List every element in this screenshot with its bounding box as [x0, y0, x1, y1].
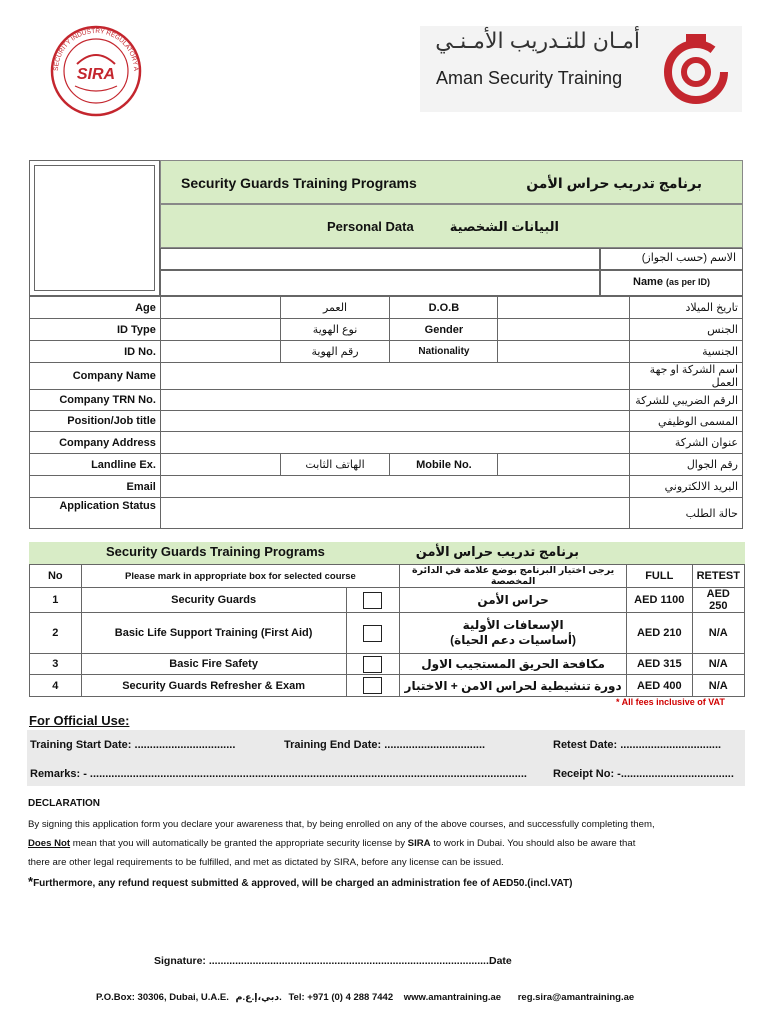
declaration-line-2b: to work in Dubai. You should also be aware that: [430, 838, 636, 849]
program-name-ar: دورة تنشيطية لحراس الامن + الاختبار: [400, 675, 627, 697]
name-passport-field[interactable]: [160, 248, 600, 270]
program-checkbox-cell: [346, 654, 400, 675]
address-label: Company Address: [30, 432, 161, 454]
refund-star: *: [28, 874, 34, 889]
position-label: Position/Job title: [30, 411, 161, 432]
dob-field[interactable]: [498, 297, 630, 319]
program-checkbox-cell: [346, 613, 400, 654]
idtype-field[interactable]: [160, 319, 280, 341]
mobile-label: Mobile No.: [390, 454, 498, 476]
photo-box[interactable]: [29, 160, 160, 296]
trn-label-ar: الرقم الضريبي للشركة: [630, 390, 743, 411]
program-row: [30, 675, 745, 697]
program-fee-retest: N/A: [692, 675, 744, 697]
vat-note: * All fees inclusive of VAT: [616, 697, 725, 707]
nationality-label-ar: الجنسية: [630, 341, 743, 363]
position-field[interactable]: [160, 411, 629, 432]
personal-data-bar: [160, 204, 743, 248]
personal-details-table: [29, 296, 743, 529]
form-title-ar: برنامج تدريب حراس الأمن: [526, 175, 702, 191]
program-fee-full: AED 210: [626, 613, 692, 654]
name-label: Name (as per ID): [600, 270, 743, 296]
address-field[interactable]: [160, 432, 629, 454]
personal-data-en: Personal Data: [327, 219, 414, 234]
form-title-en: Security Guards Training Programs: [181, 175, 417, 191]
col-mark-header-en: Please mark in appropriate box for selected course: [81, 565, 400, 588]
landline-label: Landline Ex.: [30, 454, 161, 476]
footer-web[interactable]: www.amantraining.ae: [403, 992, 502, 1003]
email-field[interactable]: [160, 476, 629, 498]
program-checkbox-cell: [346, 675, 400, 697]
idno-label-ar: رقم الهوية: [280, 341, 390, 363]
aman-brand-english: Aman Security Training: [436, 68, 623, 88]
program-name-ar-cell: [400, 613, 627, 654]
footer-tel: Tel: +971 (0) 4 288 7442: [288, 992, 394, 1003]
program-row: [30, 588, 745, 613]
aman-brand-arabic: أمـان للتـدريب الأمـنـي: [435, 28, 640, 53]
refund-note: [28, 874, 572, 889]
training-start-date: Training Start Date: .................................: [30, 739, 236, 751]
position-label-ar: المسمى الوظيفي: [630, 411, 743, 432]
program-row: [30, 654, 745, 675]
programs-table: [29, 564, 745, 697]
aman-brand: [420, 26, 742, 112]
program-no: 2: [30, 613, 82, 654]
declaration-line-2: [28, 834, 744, 853]
form-title-bar: [160, 160, 743, 204]
declaration-text: [28, 815, 744, 872]
idno-label: ID No.: [30, 341, 161, 363]
official-use-heading: For Official Use:: [29, 713, 130, 728]
declaration-line-2a: mean that you will automatically be granted the appropriate security license by: [70, 838, 408, 849]
program-checkbox-cell: [346, 588, 400, 613]
program-name-en: Basic Life Support Training (First Aid): [81, 613, 346, 654]
age-field[interactable]: [160, 297, 280, 319]
address-label-ar: عنوان الشركة: [630, 432, 743, 454]
program-checkbox[interactable]: [363, 656, 382, 673]
footer-email[interactable]: reg.sira@amantraining.ae: [517, 992, 635, 1003]
programs-title-en: Security Guards Training Programs: [106, 544, 325, 559]
training-end-date: Training End Date: .................................: [284, 739, 486, 751]
date-label: Date: [489, 955, 512, 967]
trn-field[interactable]: [160, 390, 629, 411]
trn-label: Company TRN No.: [30, 390, 161, 411]
program-row: [30, 613, 745, 654]
declaration-does-not: Does Not: [28, 838, 71, 849]
col-mark-header-ar: يرجى اختيار البرنامج بوضع علامة في الدائرة المخصصة: [400, 565, 627, 588]
program-no: 4: [30, 675, 82, 697]
email-label-ar: البريد الالكتروني: [630, 476, 743, 498]
gender-field[interactable]: [498, 319, 630, 341]
dob-label: D.O.B: [390, 297, 498, 319]
nationality-label: Nationality: [390, 341, 498, 363]
program-fee-full: AED 400: [626, 675, 692, 697]
sira-logo-text: SIRA: [76, 66, 116, 83]
age-label-ar: العمر: [280, 297, 390, 319]
program-fee-retest: N/A: [692, 654, 744, 675]
program-name-en: Basic Fire Safety: [81, 654, 346, 675]
program-no: 1: [30, 588, 82, 613]
program-fee-retest: N/A: [692, 613, 744, 654]
idtype-label-ar: نوع الهوية: [280, 319, 390, 341]
gender-label: Gender: [390, 319, 498, 341]
program-checkbox[interactable]: [363, 625, 382, 642]
sira-logo: [49, 24, 143, 118]
footer-arabic: دبي،إ.ع.م.: [235, 992, 282, 1003]
landline-field[interactable]: [160, 454, 280, 476]
nationality-field[interactable]: [498, 341, 630, 363]
email-label: Email: [30, 476, 161, 498]
sira-ring-text: SECURITY INDUSTRY REGULATORY A: [52, 27, 140, 72]
gender-label-ar: الجنس: [630, 319, 743, 341]
status-label-ar: حالة الطلب: [630, 498, 743, 529]
aman-logo-icon: [656, 30, 736, 110]
mobile-field[interactable]: [498, 454, 630, 476]
age-label: Age: [30, 297, 161, 319]
col-full-header: FULL: [626, 565, 692, 588]
retest-date: Retest Date: .................................: [553, 739, 722, 751]
svg-text:SECURITY INDUSTRY REGULATORY A: [49, 24, 139, 72]
company-label: Company Name: [30, 363, 161, 390]
program-name-ar-sub: (أساسيات دعم الحياة): [450, 633, 577, 647]
receipt-no: Receipt No: -.....................................: [553, 768, 734, 780]
program-fee-full: AED 1100: [626, 588, 692, 613]
status-label: Application Status: [30, 498, 161, 529]
mobile-label-ar: رقم الجوال: [630, 454, 743, 476]
program-fee-full: AED 315: [626, 654, 692, 675]
refund-text: Furthermore, any refund request submitted & approved, will be charged an administration fee of AED50.(incl.VAT): [33, 878, 573, 889]
personal-data-ar: البيانات الشخصية: [449, 219, 559, 234]
program-name-ar: الإسعافات الأولية: [462, 618, 564, 632]
status-field[interactable]: [160, 498, 629, 529]
remarks: Remarks: - ...............................................................................................................................................: [30, 768, 527, 780]
program-name-en: Security Guards: [81, 588, 346, 613]
program-checkbox[interactable]: [363, 592, 382, 609]
program-no: 3: [30, 654, 82, 675]
col-no-header: No: [30, 565, 82, 588]
program-name-ar: حراس الأمن: [400, 588, 627, 613]
idtype-label: ID Type: [30, 319, 161, 341]
idno-field[interactable]: [160, 341, 280, 363]
program-fee-retest: AED 250: [692, 588, 744, 613]
program-checkbox[interactable]: [363, 677, 382, 694]
declaration-heading: DECLARATION: [28, 798, 101, 809]
dob-label-ar: تاريخ الميلاد: [630, 297, 743, 319]
name-field[interactable]: [160, 270, 600, 296]
signature-line: Signature: ..................................................................................................: [154, 955, 495, 967]
landline-label-ar: الهاتف الثابت: [280, 454, 390, 476]
name-passport-label: الاسم (حسب الجواز): [600, 248, 743, 270]
company-field[interactable]: [160, 363, 629, 390]
declaration-sira: SIRA: [407, 838, 431, 849]
program-name-ar: مكافحة الحريق المستجيب الاول: [400, 654, 627, 675]
company-label-ar: اسم الشركة او جهة العمل: [630, 363, 743, 390]
footer: [96, 992, 634, 1003]
program-name-en: Security Guards Refresher & Exam: [81, 675, 346, 697]
declaration-line-3: there are other legal requirements to be fulfilled, and met as dictated by SIRA, before any license can be issued.: [28, 857, 504, 868]
programs-title-ar: برنامج تدريب حراس الأمن: [415, 544, 579, 559]
footer-pobox: P.O.Box: 30306, Dubai, U.A.E.: [96, 992, 229, 1003]
col-retest-header: RETEST: [692, 565, 744, 588]
declaration-line-1: By signing this application form you declare your awareness that, by being enrolled on any of the above courses, and successfully completing them,: [28, 819, 655, 830]
programs-title-bar: [29, 542, 745, 564]
